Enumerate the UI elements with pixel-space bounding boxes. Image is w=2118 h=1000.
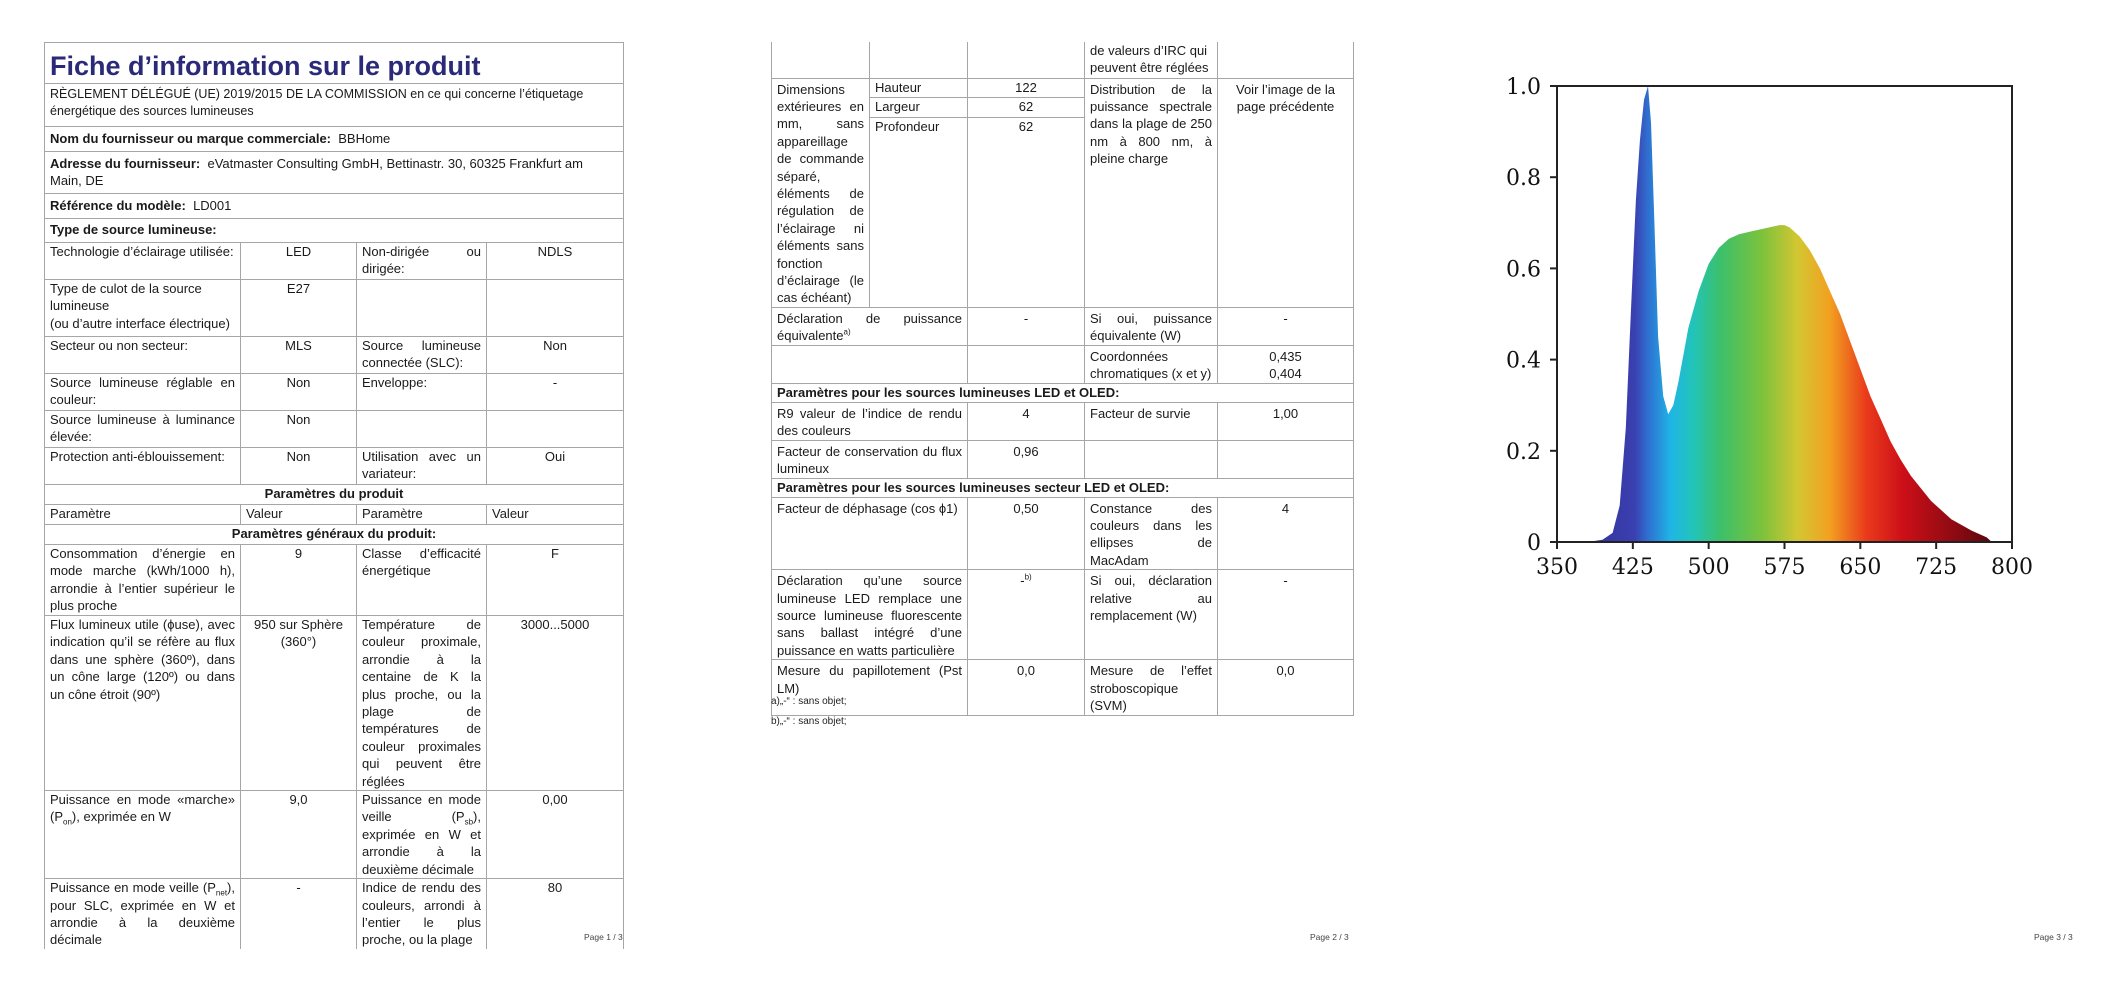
y-tick-label: 0 xyxy=(1527,531,1541,556)
value-cell: 1,00 xyxy=(1218,402,1354,440)
value-cell: 0,96 xyxy=(968,440,1085,478)
param-cell xyxy=(45,791,241,879)
param-cell: Indice de rendu des couleurs, arrondi à l’entier le plus proche, ou la plage xyxy=(357,879,487,949)
dimensions-label: Dimensions extérieures en mm, sans appareillage de commande séparé, éléments de régulation de l’éclairage ni éléments sans fonction d’éclairage (le cas échéant) xyxy=(772,78,870,307)
param-cell: Constance des couleurs dans les ellipses de MacAdam xyxy=(1085,497,1218,570)
param-cell: Source lumineuse à luminance élevée: xyxy=(45,411,241,448)
value-cell: E27 xyxy=(241,280,357,337)
table-row xyxy=(772,440,1354,478)
footnote-ref: a) xyxy=(843,327,851,337)
value-cell: Non xyxy=(241,448,357,485)
text-part: ), exprimée en W et arrondie à la deuxième décimale xyxy=(362,809,481,877)
text-part: - xyxy=(1020,573,1025,589)
y-tick-label: 0.8 xyxy=(1506,166,1541,192)
spectral-distribution-chart xyxy=(1412,0,2118,640)
value-cell: 3000...5000 xyxy=(487,616,624,791)
value-cell: 950 sur Sphère (360°) xyxy=(241,616,357,791)
table-row xyxy=(45,448,624,485)
x-tick-label: 800 xyxy=(1991,555,2033,580)
value-cell: - xyxy=(487,374,624,411)
param-cell: Source lumineuse réglable en couleur: xyxy=(45,374,241,411)
y-tick-label: 0.6 xyxy=(1506,257,1541,283)
page-number: Page 2 / 3 xyxy=(1310,932,1349,942)
table-row xyxy=(772,497,1354,570)
address-label: Adresse du fournisseur: xyxy=(50,156,201,171)
param-cell: Coordonnées chromatiques (x et y) xyxy=(1085,345,1218,383)
param-cell: Température de couleur proximale, arrondie à la centaine de K la plus proche, ou la plage de températures de couleur proximales qui peuvent être réglées xyxy=(357,616,487,791)
value-cell: Non xyxy=(241,411,357,448)
footnote-a: a)„-“ : sans objet; xyxy=(771,696,847,707)
table-row xyxy=(45,337,624,374)
supplier-row xyxy=(45,127,624,152)
text-part: Puissance en mode veille (P xyxy=(50,880,216,896)
param-cell: R9 valeur de l’indice de rendu des couleurs xyxy=(772,402,968,440)
value-cell: 4 xyxy=(968,402,1085,440)
value-cell: Non xyxy=(487,337,624,374)
table-row xyxy=(45,243,624,280)
subscript: net xyxy=(215,888,228,898)
mains-params-header: Paramètres pour les sources lumineuses secteur LED et OLED: xyxy=(772,478,1354,497)
address-value: eVatmaster Consulting GmbH, Bettinastr. 30, 60325 Frankfurt am Main, DE xyxy=(50,156,583,189)
x-tick-label: 425 xyxy=(1611,555,1654,580)
page-title: Fiche d’information sur le produit xyxy=(45,43,624,84)
param-cell: Utilisation avec un variateur: xyxy=(357,448,487,485)
param-cell: Si oui, déclaration relative au remplacement (W) xyxy=(1085,570,1218,660)
spectral-label: Distribution de la puissance spectrale dans la plage de 250 nm à 800 nm, à pleine charge xyxy=(1085,78,1218,307)
x-tick-label: 350 xyxy=(1536,555,1578,580)
model-label: Référence du modèle: xyxy=(50,198,186,213)
param-cell: Source lumineuse connectée (SLC): xyxy=(357,337,487,374)
param-cell: Non-dirigée ou dirigée: xyxy=(357,243,487,280)
value-cell xyxy=(1218,345,1354,383)
value-cell: 9,0 xyxy=(241,791,357,879)
text-part: Puissance en mode veille (P xyxy=(362,792,481,825)
value-cell: F xyxy=(487,545,624,616)
spectrum-area xyxy=(1587,86,1992,542)
value-cell: 0,0 xyxy=(1218,660,1354,716)
footnote-ref: b) xyxy=(1024,572,1032,582)
value-cell: 80 xyxy=(487,879,624,949)
cap-type-label: Type de culot de la source lumineuse xyxy=(50,281,202,314)
table-row xyxy=(45,616,624,791)
param-cell: Facteur de conservation du flux lumineux xyxy=(772,440,968,478)
x-tick-label: 575 xyxy=(1763,555,1806,580)
spectral-value: Voir l’image de la page précédente xyxy=(1218,78,1354,307)
value-cell xyxy=(487,280,624,337)
value-cell: 4 xyxy=(1218,497,1354,570)
document-page-1 xyxy=(0,0,706,1000)
text-part: ), exprimée en W xyxy=(71,809,171,825)
text-part: Déclaration de puissance équivalente xyxy=(777,310,962,344)
model-row xyxy=(45,194,624,219)
y-tick-label: 0.2 xyxy=(1506,439,1541,465)
table-row xyxy=(772,660,1354,716)
param-cell xyxy=(357,791,487,879)
cri-range-continued: de valeurs d’IRC qui peuvent être réglées xyxy=(1085,42,1218,78)
x-tick-label: 500 xyxy=(1687,555,1730,580)
param-cell: Déclaration qu’une source lumineuse LED remplace une source lumineuse fluorescente sans ballast intégré d’une puissance en watts particulière xyxy=(772,570,968,660)
dimension-name: Hauteur xyxy=(870,78,968,98)
value-cell xyxy=(487,411,624,448)
page-number: Page 1 / 3 xyxy=(584,932,623,942)
product-params-header: Paramètres du produit xyxy=(45,485,624,505)
param-cell: Secteur ou non secteur: xyxy=(45,337,241,374)
footnote-b: b)„-“ : sans objet; xyxy=(771,716,847,727)
param-cell xyxy=(45,879,241,949)
value-cell: NDLS xyxy=(487,243,624,280)
param-cell: Flux lumineux utile (ϕuse), avec indication qu’il se réfère au flux dans une sphère (360º), dans un cône large (120º) ou dans un cône étroit (90º) xyxy=(45,616,241,791)
value-cell: - xyxy=(968,307,1085,345)
value-cell: 0,00 xyxy=(487,791,624,879)
param-cell xyxy=(45,280,241,337)
column-header: Valeur xyxy=(241,505,357,525)
chroma-y-value: 0,404 xyxy=(1269,366,1302,382)
param-cell: Mesure de l’effet stroboscopique (SVM) xyxy=(1085,660,1218,716)
chroma-x-value: 0,435 xyxy=(1269,348,1302,364)
column-header: Paramètre xyxy=(45,505,241,525)
source-type-header: Type de source lumineuse: xyxy=(45,219,624,243)
y-tick-label: 0.4 xyxy=(1506,348,1541,374)
equiv-label xyxy=(772,307,968,345)
text-part: Puissance en mode «marche» (P xyxy=(50,792,235,825)
cap-type-note: (ou d’autre interface électrique) xyxy=(50,315,230,331)
value-cell: MLS xyxy=(241,337,357,374)
table-row xyxy=(45,280,624,337)
value-cell: 0,50 xyxy=(968,497,1085,570)
value-cell: Non xyxy=(241,374,357,411)
led-params-header: Paramètres pour les sources lumineuses LED et OLED: xyxy=(772,383,1354,402)
value-cell: - xyxy=(241,879,357,949)
table-row xyxy=(772,570,1354,660)
param-cell: Mesure du papillotement (Pst LM) xyxy=(772,660,968,716)
value-cell: - xyxy=(1218,307,1354,345)
document-page-2 xyxy=(706,0,1412,1000)
param-cell: Classe d’efficacité énergétique xyxy=(357,545,487,616)
column-header: Paramètre xyxy=(357,505,487,525)
table-row xyxy=(45,411,624,448)
dimension-name: Largeur xyxy=(870,98,968,118)
plot-area xyxy=(1506,75,2033,580)
general-params-header: Paramètres généraux du produit: xyxy=(45,525,624,545)
page-number: Page 3 / 3 xyxy=(2034,932,2073,942)
param-cell xyxy=(357,280,487,337)
value-cell: Oui xyxy=(487,448,624,485)
product-info-table xyxy=(44,42,624,949)
dimension-name: Profondeur xyxy=(870,117,968,307)
table-row xyxy=(45,791,624,879)
param-cell: Enveloppe: xyxy=(357,374,487,411)
y-tick-label: 1.0 xyxy=(1506,75,1541,100)
dimension-value: 122 xyxy=(968,78,1085,98)
text-part: ), pour SLC, exprimée en W et arrondie à la deuxième décimale xyxy=(50,880,235,948)
table-row xyxy=(772,345,1354,383)
param-cell: Consommation d’énergie en mode marche (kWh/1000 h), arrondie à l’entier supérieur le plus proche xyxy=(45,545,241,616)
param-cell: Facteur de survie xyxy=(1085,402,1218,440)
column-header-row xyxy=(45,505,624,525)
value-cell xyxy=(968,570,1085,660)
subscript: sb xyxy=(464,818,474,828)
x-tick-label: 650 xyxy=(1839,555,1882,580)
table-row xyxy=(45,374,624,411)
table-row xyxy=(772,402,1354,440)
value-cell: LED xyxy=(241,243,357,280)
supplier-label: Nom du fournisseur ou marque commerciale: xyxy=(50,131,332,146)
param-cell: Si oui, puissance équivalente (W) xyxy=(1085,307,1218,345)
param-cell: Facteur de déphasage (cos ϕ1) xyxy=(772,497,968,570)
supplier-value: BBHome xyxy=(338,131,391,146)
model-value: LD001 xyxy=(193,198,232,213)
x-tick-label: 725 xyxy=(1915,555,1958,580)
dimension-value: 62 xyxy=(968,98,1085,118)
table-row xyxy=(772,307,1354,345)
value-cell: - xyxy=(1218,570,1354,660)
param-cell: Technologie d’éclairage utilisée: xyxy=(45,243,241,280)
param-cell xyxy=(357,411,487,448)
regulation-text: RÈGLEMENT DÉLÉGUÉ (UE) 2019/2015 DE LA COMMISSION en ce qui concerne l’étiquetage énergétique des sources lumineuses xyxy=(45,84,624,127)
table-row xyxy=(45,879,624,949)
table-row xyxy=(45,545,624,616)
param-cell: Protection anti-éblouissement: xyxy=(45,448,241,485)
subscript: on xyxy=(63,818,72,828)
value-cell: 9 xyxy=(241,545,357,616)
value-cell: 0,0 xyxy=(968,660,1085,716)
dimension-value: 62 xyxy=(968,117,1085,307)
product-info-table-continued xyxy=(771,42,1354,716)
address-row xyxy=(45,152,624,194)
document-page-3 xyxy=(1412,0,2118,1000)
column-header: Valeur xyxy=(487,505,624,525)
